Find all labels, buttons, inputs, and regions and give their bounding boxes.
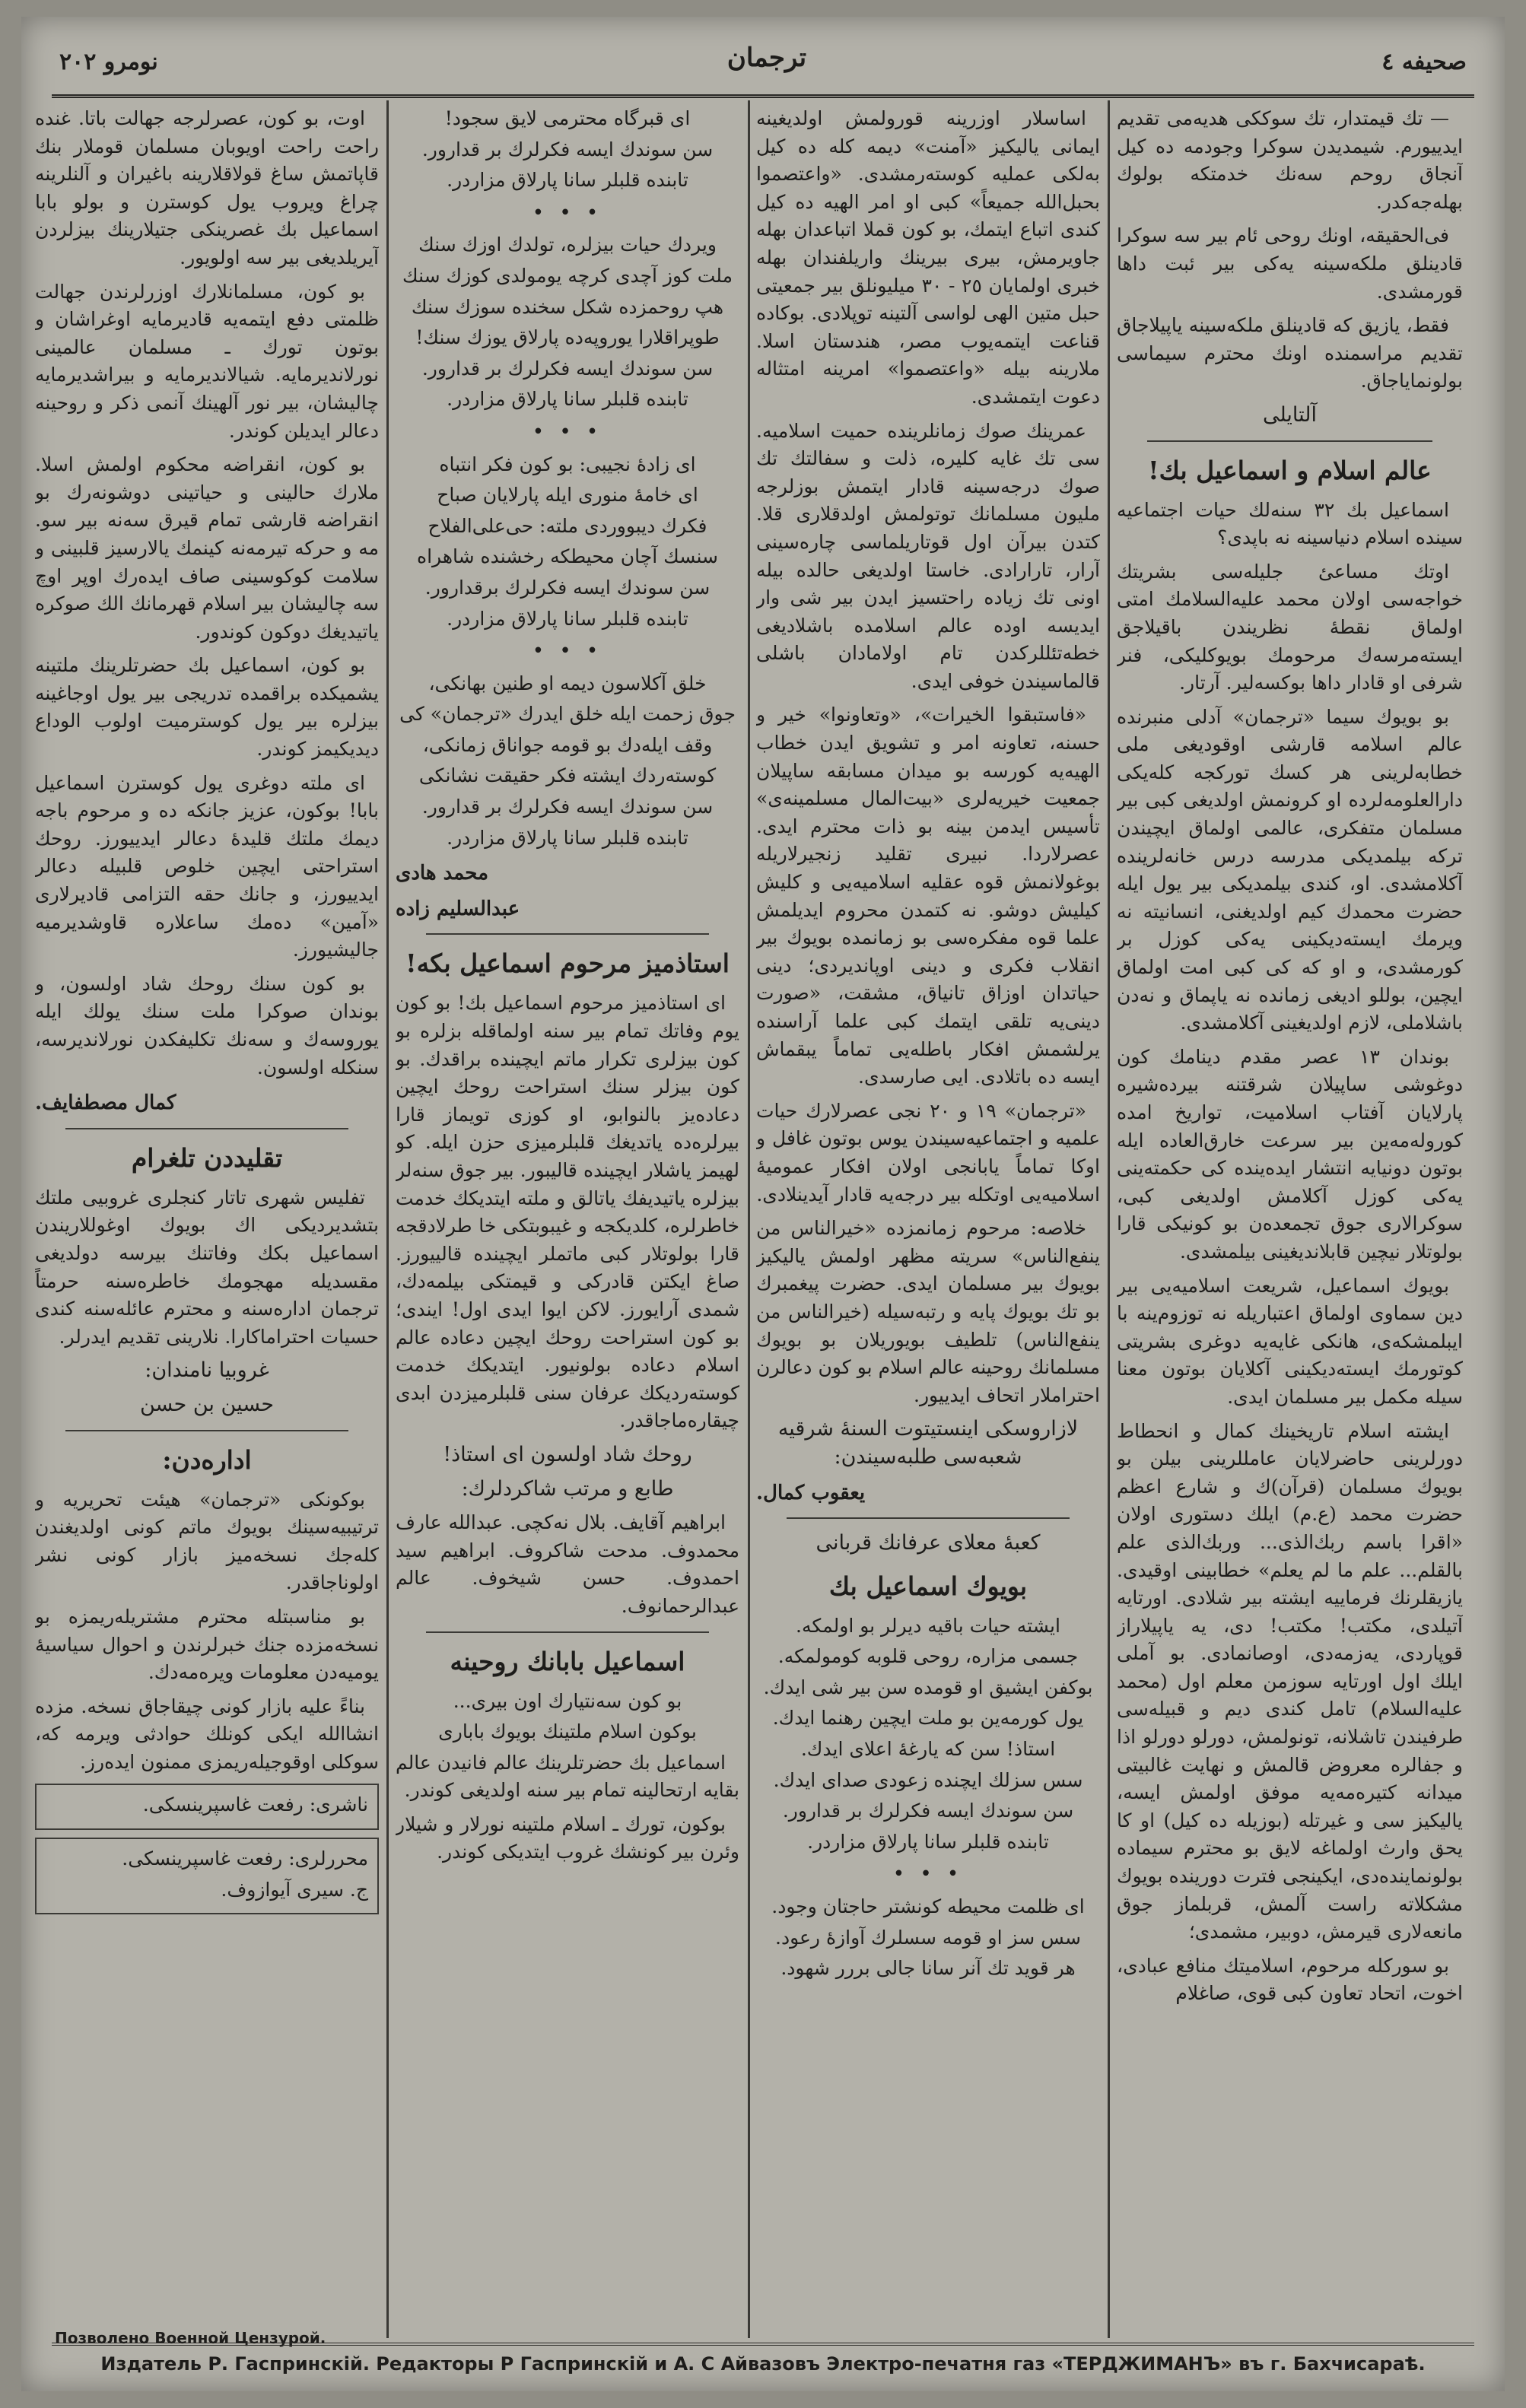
paragraph: بو سوركله مرحوم، اسلامیتك منافع عبادی، اخوت، اتحاد تعاون كبی قوی، صاغلام bbox=[1117, 1954, 1463, 2005]
paragraph: بویوك اسماعیل، شریعت اسلامیه‌یی بیر دین سماوی اولماق اعتباریله نه توزوم‌ینه با ایبلمشكه‌ی، هانكی غایه‌یه دوغری بشریتی كوتورمك ایسته‌دیكینی آكلایان بوتون معنا سیله مكمل بیر مسلمان ایدی. bbox=[1117, 1274, 1463, 1408]
author-affiliation: لازاروسكی اینستیتوت السنهٔ شرقیه شعبه‌سی طلبه‌سیندن: bbox=[777, 1417, 1079, 1469]
divider bbox=[1147, 440, 1432, 442]
paragraph: بوكونكی «ترجمان» هیئت تحریریه و ترتیبیه‌سینك بویوك ماتم كونی اولدیغندن كله‌جك نسخه‌میز بازار كونی نشر اولوناجاقدر. bbox=[35, 1488, 379, 1594]
divider bbox=[426, 1631, 709, 1633]
column-divider bbox=[386, 100, 389, 2338]
poem-line: تابنده قلبلر سانا پارلاق مزاردر. bbox=[807, 1830, 1049, 1853]
poem-line: تابنده قلبلر سانا پارلاق مزاردر. bbox=[447, 388, 688, 411]
signatories-list: ابراهیم آقایف. بلال نه‌كچی. عبدالله عارف محمدوف. مدحت شاكروف. ابراهیم سید احمدوف. حسن شیخوف. عالم عبدالرحمانوف. bbox=[396, 1511, 739, 1617]
poem-subheading: كعبهٔ معلای عرفانك قربانی bbox=[815, 1531, 1041, 1555]
paragraph: ای ملته دوغری یول كوسترن اسماعیل بابا! بوكون، عزیز جانكه ده و مرحوم باجه دیمك ملتك قلیدهٔ دعالر ایدییورز. روحك استراحتی ایچین خلوص قلبیله دعالر ایدییورز، و جانك حقه التزامی قادیرلاری «آمین» ده‌مك ساعلاره قاوشدیرمیه جالیشیورز. bbox=[35, 771, 379, 961]
author-signature: عبدالسلیم زاده bbox=[396, 897, 520, 920]
paragraph: تفلیس شهری تاتار كنجلری غروبیی ملتك بتشدیردیكی اك بویوك اوغوللاریندن اسماعیل بكك وفاتنك بیرسه دولدیغی مقسدیله مهجومك خاطره‌سنه حرمتاً ترجمان اداره‌سنه و محترم عائله‌سنه كندی حسیات احتراماكارا. نلارینی تقدیم ایدرلر. bbox=[35, 1186, 379, 1348]
article-heading: تقلیددن تلغرام bbox=[131, 1142, 283, 1173]
closing-line: روحك شاد اولسون ای استاذ! bbox=[443, 1442, 692, 1466]
poem-line: ای قبرگاه محترمی لایق سجود! bbox=[444, 107, 691, 129]
paragraph: بو كون سنك روحك شاد اولسون، و بوندان صوكرا ملت سنك یولك ایله یوروسه‌ك و سه‌نك تكلیفكدن نورلاندیرسه، سنكله اولسون. bbox=[35, 972, 379, 1079]
paragraph: اساسلار اوزرینه قورولمش اولدیغینه ایمانی یالیكیز «آمنت» دیمه كله ده كیل به‌لكی عمليه كوسته‌رمشدی. «واعتصموا بحبل‌الله جمیعاً» كبی او امر الهیه ده كیل كندی اتباع ایتمك، بو كون قملا اتباعدان بهله جاویرمش، بیری بیرینك واریلفندان بهله خبری اولمایان ٢٥ - ٣٠ میلیونلق بیر جمعیتی حبل متین الهی لواسی آلتینه توپلادی. بوكاده قناعت ایتمه‌یوب مصر، هندستان اسلا. ملارینه بیله «واعتصموا» امرینه امتثاله دعوت ایتمشدی. bbox=[756, 107, 1100, 408]
ornament: • • • bbox=[532, 201, 603, 224]
column-4 bbox=[35, 105, 379, 2337]
paragraph: فی‌الحقیقه، اونك روحی ئام بیر سه سوكرا قادینلق ملكه‌سینه یه‌كی بیر ئبت داها قورمشدی. bbox=[1117, 224, 1463, 303]
paragraph: بناءً علیه بازار كونی چیقاجاق نسخه. مزده انشاالله ایكی كونلك حوادثی ویرمه كه، سوكلی اوقوجیله‌ریمزی ممنون ایده‌رز. bbox=[35, 1695, 379, 1773]
ornament: • • • bbox=[892, 1863, 964, 1886]
censor-note: Позволено Военной Цензурой. bbox=[55, 2329, 326, 2347]
poem-line: سنسك آچان محیطكه رخشنده شاهراه bbox=[417, 545, 718, 568]
paragraph: اوتك مساعیٔ جلیله‌سی بشریتك خواجه‌سی اولان محمد علیه‌السلامك امتی اولماق نقطهٔ نظریندن باقیلاجق ایسته‌مرسه‌ك مرحومك بویوكلیكی، فنر شرفی او قادار داها بوكسه‌لیر. آرتار. bbox=[1117, 560, 1463, 694]
poem-line: طوپراقلارا یوروپه‌ده پارلاق یوزك سنك! bbox=[415, 326, 720, 349]
publisher-label: ناشری: bbox=[309, 1793, 368, 1816]
sender-label: غروبیا نامندان: bbox=[145, 1358, 269, 1383]
poem-line: سن سوندك ایسه فكرلرك بر قدارور. bbox=[421, 796, 714, 818]
page-number: صحیفه ٤ bbox=[1381, 49, 1467, 75]
paragraph: ای استاذمیز مرحوم اسماعیل بك! بو كون یوم وفاتك تمام بیر سنه اولماقله بزلره بو كون بیزلری تكرار ماتم ایچینده براقدك. بو كون بیزلر سنك استراحت روحك ایچین دعاده‌یز بالنوابو، او كوزی تویماز قارا بیرلره‌ده یاتدیغك قلبلرمیزی حزن ایله. كو لهیمز یاشلار ایچینده قالیبور. بیر جوق سنه‌لر بیزلره یاتیدیفك یاتالق و ملته ایتدیكك خدمت خاطرلره، كلدیكجه و غیبوبتكی خا طرلادقجه قارا بولوتلار كبی ماتملر ایچینده قالییورز. صاغ ایكتن قادركی و قیمتكی بیلمه‌دك، شمدی آرایورز. لاكن ایوا ایدی اول! ایندی؛ بو كون استراحت روحك ایچین دعاده عالم اسلام دعاده بولونیور. ایتدیكك خدمت كوسته‌ردیكك عرفان سنی قلبلرمیزدن ابدی چیقاره‌ماجاقدر. bbox=[396, 992, 739, 1432]
publisher-imprint: Издатель Р. Гаспринскій. Редакторы Р Гаспринскій и А. С Айвазовъ Электро-печатня газ «ТЕРДЖИМАНЪ» въ г. Бахчисараѣ. bbox=[100, 2353, 1426, 2375]
column-2 bbox=[756, 105, 1100, 2337]
ornament: • • • bbox=[532, 420, 603, 443]
paragraph: اوت، بو كون، عصرلرجه جهالت باتا. غنده راحت راحت اویوبان مسلمان قوملار بنك قاپاتمش ساغ قولاقلارینه باغیران و آلنلرینه چراغ ویروب یول كوسترن و بولو بابا اسماعیل بك غصرینكی جتیلارینك بیزلردن آیریلدیغی بیر سه اولویور. bbox=[35, 107, 379, 268]
divider bbox=[65, 1430, 348, 1431]
divider bbox=[787, 1517, 1070, 1519]
publisher-box bbox=[35, 1784, 379, 1830]
poem-heading: بویوك اسماعیل بك bbox=[828, 1571, 1028, 1601]
divider bbox=[426, 933, 709, 935]
poem-line: جوق زحمت ایله خلق ایدرك «ترجمان» كی bbox=[399, 703, 736, 726]
poem-line: بوكفن ایشیق او قومده سن بیر شی ایدك. bbox=[763, 1676, 1093, 1698]
divider bbox=[65, 1128, 348, 1129]
masthead-rule bbox=[52, 94, 1474, 98]
poem-line: استاذ! سن كه یارغهٔ اعلای ایدك. bbox=[800, 1738, 1056, 1761]
masthead bbox=[52, 38, 1474, 91]
paragraph: بو مناسبتله محترم مشتریله‌ریمزه بو نسخه‌مزده جنك خبرلرندن و احوال سیاسیهٔ یومیه‌دن معلومات ویره‌مه‌دك. bbox=[35, 1605, 379, 1684]
poem-line: سن سوندك ایسه فكرلرك بر قدارور. bbox=[782, 1800, 1074, 1822]
column-3 bbox=[396, 105, 739, 2337]
author-signature: محمد هادی bbox=[396, 862, 489, 885]
article-heading: اداره‌دن: bbox=[162, 1444, 252, 1475]
paragraph: «فاستبقوا الخیرات»، «وتعاونوا» خیر و حسنه، تعاونه امر و تشویق ایدن خطاب الهیه‌یه كورسه بو میدان مسابقه ساپیلان جمعیت خیریه‌لری «بیت‌المال مسلمینه‌ی» تأسیس ایدمن بینه بو ذات محترم ایدی. عصرلاردا. نبیری تقلید زنجیرلاریله بوغولانمش قوه عقلیه اسلامیه‌یی و كلیش كیلیش دوشو. نه كتمدن محروم ایدیلمش علما قوه مفكره‌سی بو زمانمده بویوك بیر انقلاب فكری و دینی اوپاندیردی؛ دینی حیاتدان اوزاق تانیاق، مشقت، «صورت دینی‌یه تلقی ایتمك كبی علما آراسنده یرلشمش افكار باطله‌یی تماماً یبقماش ایسه ده باتلادی. ایی صارسدی. bbox=[756, 704, 1100, 1088]
poem-line: ایشته حیات باقیه دیرلر بو اولمكه. bbox=[796, 1614, 1060, 1637]
poem-line: سن سوندك ایسه فكرلرك برقدارور. bbox=[424, 576, 711, 599]
paragraph: خلاصه: مرحوم زمانمزده «خیرالناس من ینفع‌الناس» سریته مظهر اولمش یالیكیز بویوك بیر مسلمان ایدی. حضرت پیغمبرك بو تك بویوك پایه و رتبه‌سیله (خیرالناس من ینفع‌الناس) تلطیف بویوریلان بو بویوك مسلمانك روحینه عالم اسلام بو كون دعالرن احتراملار اتحاف ایدییور. bbox=[756, 1217, 1100, 1406]
paragraph: — تك قیمتدار، تك سوككی هدیه‌می تقدیم ایدییورم. شیمدیدن سوكرا وجودمه ده كیل آنجاق روحم سه‌نك خدمتكه بولوك بهله‌جه‌كدر. bbox=[1117, 107, 1463, 213]
poem-line: تابنده قلبلر سانا پارلاق مزاردر. bbox=[447, 169, 688, 192]
publisher-name: رفعت غاسپرینسكی. bbox=[142, 1793, 304, 1816]
article-heading: استاذمیز مرحوم اسماعیل بكه! bbox=[405, 948, 730, 979]
paragraph: فقط، یازیق كه قادینلق ملكه‌سینه یاپیلاجاق تقدیم مراسمنده اونك محترم سیماسی بولونمایاجاق. bbox=[1117, 314, 1463, 392]
paragraph: بوندان ١٣ عصر مقدم دینامك كون دوغوشی ساپیلان شرقتنه بیرده‌شیره پارلایان آفتاب اسلامیت، تواریخ امده كوروله‌مه‌ین بیر سرعت خارق‌العاده ایله بوتون دونیایه انتشار ایده‌ینده كی حكمته‌ینی یه‌كی كوزل آكلامش اولدیغی كبی، سوكرالاری جوق تجمعده‌ن بو كونیكی قارا بولوتلار نیچین قابلاندیغینی بیلمشدی. bbox=[1117, 1045, 1463, 1263]
poem-line: وقف ایله‌دك بو قومه جواناق زمانكی، bbox=[422, 733, 713, 756]
issue-number: نومرو ٢٠٢ bbox=[59, 49, 158, 75]
poem-line: ای زادهٔ نجیبی: بو كون فكر انتباه bbox=[439, 453, 696, 475]
editor-name: رفعت غاسپرینسكی. bbox=[122, 1847, 283, 1870]
poem-line: هر قوید تك آنر سانا جالی بررر شهود. bbox=[780, 1957, 1076, 1980]
poem-line: خلق آكلاسون دیمه او طنین بهانكی، bbox=[428, 672, 707, 694]
poem-line: تابنده قلبلر سانا پارلاق مزاردر. bbox=[447, 826, 688, 849]
editors-label: محررلری: bbox=[288, 1847, 368, 1870]
footer-rule bbox=[52, 2343, 1474, 2346]
paragraph: اسماعیل بك ٣٢ سنه‌لك حیات اجتماعیه سینده اسلام دنیاسینه نه باپدی؟ bbox=[1117, 498, 1463, 549]
editors-box bbox=[35, 1838, 379, 1914]
paragraph: بو بویوك سیما «ترجمان» آدلی منبرنده عالم اسلامه قارشی اوقودیغی ملی خطابه‌لرینی هر كسك توركجه كله‌یكی دارالعلومه‌لرده او كرونمش اولدیغی كبی بیر مسلمان متفكری، عالمی اولماق ایچیندن تركه بیلمدیكی مدرسه درس خانه‌لرینده آكلامشدی. او، كندی بیلمدیكی بیر یول ایله حضرت محمدك كیم اولدیغنی، انسانیته نه ویرمك ایسته‌دیكینی یه‌كی كوزل بر كورمشدی، و او كه كی كبی امت اولماق ایچین، بوللو ادیغی زمانده نه یاپماق و نه‌دن باشلاملی، لازم اولدیغینی آكلامشدی. bbox=[1117, 705, 1463, 1034]
paragraph: اسماعیل بك حضرتلرینك عالم فانیدن عالم بقایه ارتحالینه تمام بیر سنه اولدیغی كوندر. bbox=[396, 1751, 739, 1802]
poem-line: تابنده قلبلر سانا پارلاق مزاردر. bbox=[447, 607, 688, 630]
poem-line: ای خامهٔ منوری ایله پارلایان صباح bbox=[437, 484, 698, 507]
author-signature: یعقوب كمال. bbox=[756, 1481, 866, 1504]
paragraph: بو كون، مسلمانلارك اوزرلرندن جهالت ظلمتی دفع ایتمه‌یه قادیرمایه اوغراشان و بوتون تورك ـ مسلمان عالمینی نورلاندیرمایه. شیالاندیرمایه و بیراشدیرمایه چالیشان، بیر نور آلهینك آنمی ذكر و روحینه دعالر ایدیلن كوندر. bbox=[35, 280, 379, 442]
poem-line: یول كورمه‌ین بو ملت ایچین رهنما ایدك. bbox=[772, 1707, 1084, 1730]
column-divider bbox=[748, 100, 750, 2338]
poem-line: سن سوندك ایسه فكرلرك بر قدارور. bbox=[421, 357, 714, 380]
paragraph: بو كون، انقراضه محكوم اولمش اسلا. ملارك حالینی و حیاتینی دوشونه‌رك بو انقراضه قارشی تمام قیرق سه‌نه بیر سو. مه و حركه تیرمه‌نه كینمك یالارسیز قلبینی و سلامت كوكوسینی صاف ایده‌رك اوپر اوچ سه چالیشان بیر اسلام قهرمانك الك صوكره یاتیدیغك دوكون كوندور. bbox=[35, 453, 379, 643]
author-signature: آلتایلی bbox=[1262, 402, 1318, 427]
text-line: بو كون سه‌نتیارك اون بیری... bbox=[453, 1689, 682, 1712]
newspaper-name: ترجمان bbox=[726, 43, 807, 73]
poem-line: فكرك دیبووردی ملته: حی‌علی‌الفلاح bbox=[428, 514, 707, 537]
article-heading: عالم اسلام و اسماعیل بك! bbox=[1148, 455, 1432, 485]
poem-line: سن سوندك ایسه فكرلرك بر قدارور. bbox=[421, 138, 714, 160]
text-line: بوكون اسلام ملتینك بویوك باباری bbox=[438, 1720, 697, 1743]
column-1 bbox=[1117, 105, 1463, 2337]
ornament: • • • bbox=[532, 640, 603, 663]
author-signature: كمال مصطفایف. bbox=[35, 1091, 176, 1115]
poem-line: ملت كوز آچدی كرچه یومولدی كوزك سنك bbox=[402, 264, 733, 287]
column-divider bbox=[1108, 100, 1110, 2338]
signatories-label: طابع و مرتب شاكردلرك: bbox=[461, 1476, 674, 1501]
paragraph: «ترجمان» ١٩ و ٢٠ نجی عصرلارك حیات علمیه و اجتماعیه‌سیندن یوس بوتون غافل و اوكا تماماً یابانجی اولان افكار عمومیهٔ اسلامیه‌یی اوتكله بیر درجه‌یه قادار آیدینلادی. bbox=[756, 1099, 1100, 1206]
sender-name: حسین بن حسن bbox=[139, 1392, 275, 1416]
newspaper-page bbox=[21, 17, 1505, 2391]
poem-line: كوسته‌ردك ایشته فكر حقیقت نشانكی bbox=[418, 764, 717, 787]
poem-line: جسمی مزاره، روحی قلوبه كومولمكه. bbox=[777, 1645, 1079, 1668]
poem-line: سس سز او قومه سسلرك آوازهٔ رعود. bbox=[775, 1926, 1081, 1949]
paragraph: عمرینك صوك زمانلرینده حمیت اسلامیه. سی تك غایه كلیره، ذلت و سفالتك تك صوك درجه‌سینه قادار ایتمش بوزلرجه ملیون مسلمانك توتولمش اولدقلاری قلا. كتدن بیرآن اول قوتاریلماسی چاره‌سینی آرار، تارارادی. خاستا اولدیغی حالده بیله اونی تك زیاده راحتسیز ایدن بیر شی وار ایدیسه اوده عالم اسلامده باشلادیغی خطه‌تئللركدن تام اولامادان باشلی قالماسیندن خوفی ایدی. bbox=[756, 419, 1100, 692]
paragraph: ایشته اسلام تاریخینك كمال و انحطاط دورلرینی حاضرلایان عامللرینی بیلن بو بویوك مسلمان (قرآن)ك و شارع اعظم حضرت محمد (ع.م) ایلك دستوری اولان «اقرا باسم ربك‌الذی... وربك‌الذی علم بالقلم... علم ما لم یعلم» خطابینی اوقیدی. یازیقلرنك فرماییه ایشته بیر شلادی. اورتایه آتیلدی، مكتب! مكتب! دی، یه یاپیلاراز قوپاردی، یه‌زمه‌دی، اوصانمادی. بو آملی ایلك اول اورتایه سوزمن معلم اول (محمد علیه‌السلام) تامل كندی دیم و قبیله‌سی طرفیندن تاشلانه، تونولمش، دورلو دورلو اذا و جفالره معروض قالمش و نهایت غالبیتی میدانه كتیره‌مه‌یه موفق اولمش ایسه، یالیكیز سی و غیرتله (بوزیله ده كیل) او كا یحق وارث اولماغه لایق بو محترم سیماده بولونماینده‌دی، ایكینجی فترت دورینده بویوك مشكلاته راست آلمش، قربلماز جوق مانعه‌لاری قیرمش، دوبیر، مشمدی؛ bbox=[1117, 1419, 1463, 1943]
poem-line: ای ظلمت محیطه كونشتر حاجتان وجود. bbox=[771, 1895, 1085, 1918]
paragraph: بوكون، تورك ـ اسلام ملتینه نورلار و شیلار وئرن بیر كونشك غروب ایتدیكی كوندر. bbox=[396, 1812, 739, 1863]
poem-line: ویردك حیات بیزلره، تولدك اوزك سنك bbox=[418, 233, 717, 256]
poem-line: هپ روحمزده شكل سخنده سوزك سنك bbox=[411, 295, 724, 318]
article-heading: اسماعیل بابانك روحینه bbox=[450, 1646, 685, 1676]
editor-name: ج. سیری آیوازوف. bbox=[221, 1878, 368, 1901]
paragraph: بو كون، اسماعیل بك حضرتلرینك ملتینه یشمیكده براقمده تدریجی بیر یول اوجاغینه بیزلره بیر یول كوسترمیت اولوب الوداع دیدیكیمز كوندر. bbox=[35, 654, 379, 761]
poem-line: سس سزلك ایچنده زعودی صدای ایدك. bbox=[773, 1768, 1083, 1791]
